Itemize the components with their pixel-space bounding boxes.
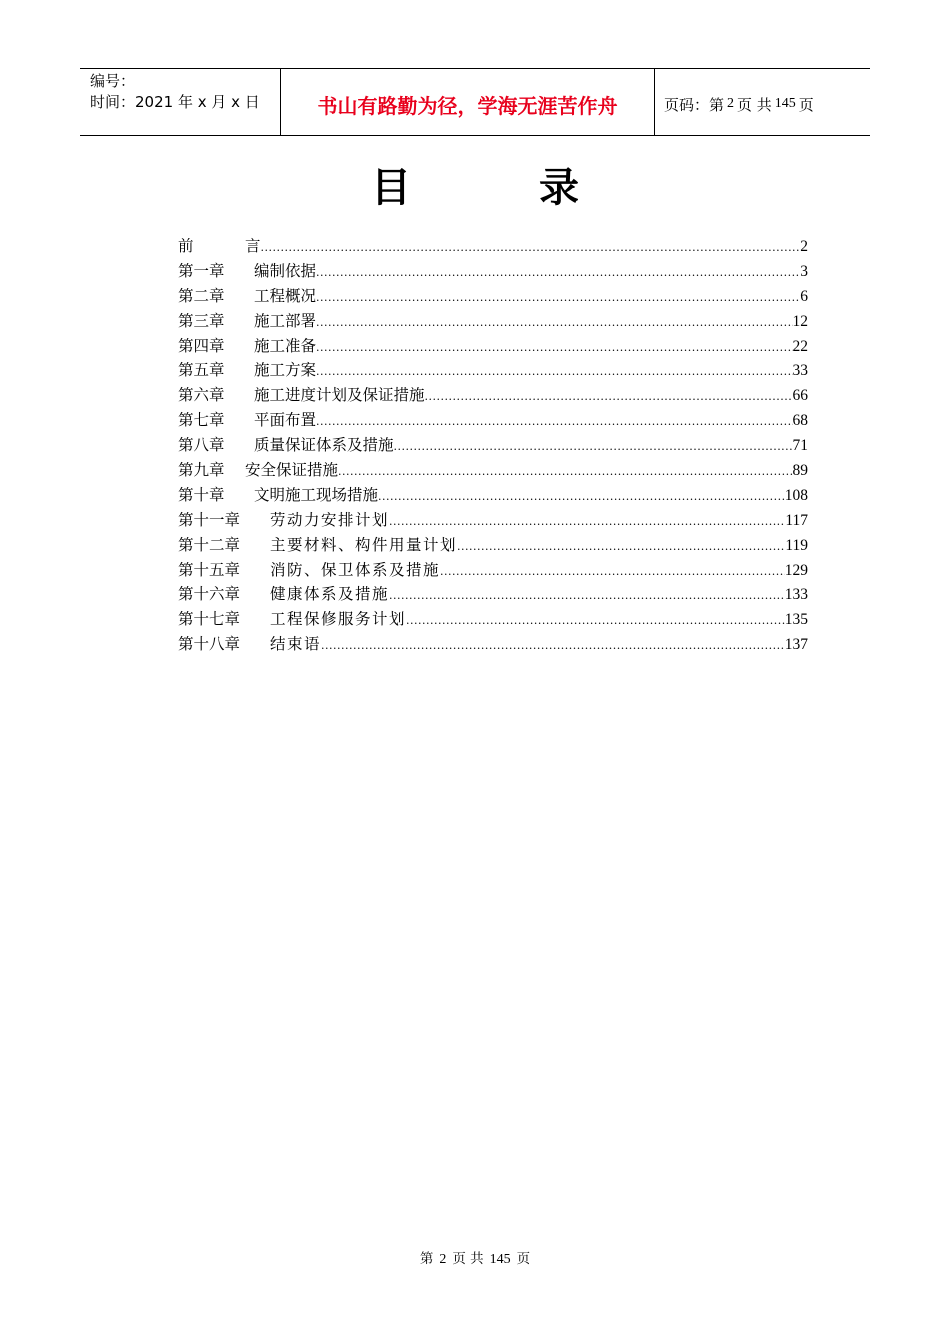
toc-page-number: 108 (784, 486, 808, 504)
header-motto: 书山有路勤为径，学海无涯苦作舟 (281, 69, 655, 135)
toc-title: 质量保证体系及措施 (254, 436, 394, 455)
toc-entry[interactable] (178, 508, 808, 533)
toc-entry[interactable] (178, 607, 808, 632)
toc-chapter: 第十章 (178, 485, 225, 504)
toc-entry[interactable] (178, 582, 808, 607)
toc-chapter: 第七章 (178, 411, 225, 430)
toc-leader-dots (321, 634, 785, 659)
toc-page-number: 133 (784, 586, 808, 604)
header-page-total: 145 (774, 96, 796, 111)
date-label: 时间：2021 年 x 月 x 日 (90, 93, 260, 111)
toc-leader-dots (316, 336, 792, 361)
toc-entry[interactable] (178, 632, 808, 657)
toc-page-number: 12 (792, 312, 808, 330)
toc-chapter: 第十二章 (178, 535, 241, 554)
toc-leader-dots (378, 485, 785, 510)
toc-leader-dots (316, 311, 792, 336)
page-footer (0, 1247, 950, 1268)
toc-chapter: 第十八章 (178, 635, 241, 654)
toc-entry[interactable] (178, 533, 808, 558)
toc-chapter: 第四章 (178, 336, 225, 355)
toc-title: 结束语 (270, 635, 322, 654)
serial-label: 编号： (90, 72, 136, 90)
toc-title: 工程概况 (254, 286, 317, 305)
toc-page-number: 135 (784, 611, 808, 629)
toc-page-number: 71 (792, 437, 808, 455)
toc-leader-dots (316, 261, 800, 286)
toc-leader-dots (389, 584, 785, 609)
toc-page-number: 68 (792, 412, 808, 430)
toc-leader-dots (316, 360, 792, 385)
toc-leader-dots (316, 410, 792, 435)
toc-title-char-1: 目 (371, 165, 411, 211)
toc-chapter: 第十五章 (178, 560, 241, 579)
toc-page-number: 66 (792, 387, 808, 405)
toc-title (0, 160, 950, 216)
toc-entry[interactable] (178, 334, 808, 359)
toc-title: 消防、保卫体系及措施 (270, 560, 441, 579)
toc-chapter: 第三章 (178, 311, 225, 330)
toc-entry[interactable] (178, 383, 808, 408)
toc-chapter: 第十七章 (178, 610, 241, 629)
toc-title: 主要材料、构件用量计划 (270, 535, 458, 554)
toc-title-char-2: 录 (539, 165, 579, 211)
toc-page-number: 117 (785, 511, 808, 529)
toc-entry[interactable] (178, 284, 808, 309)
toc-entry[interactable] (178, 408, 808, 433)
toc-chapter: 第八章 (178, 436, 225, 455)
toc-chapter: 第六章 (178, 386, 225, 405)
toc-page-number: 89 (792, 462, 808, 480)
toc-page-number: 3 (800, 262, 808, 280)
toc-chapter: 第九章 (178, 461, 225, 480)
toc-entry[interactable] (178, 309, 808, 334)
toc-leader-dots (440, 560, 785, 585)
toc-entry[interactable] (178, 483, 808, 508)
toc-page-number: 129 (784, 561, 808, 579)
toc-leader-dots (394, 435, 793, 460)
toc-chapter: 第五章 (178, 361, 225, 380)
toc-title: 施工部署 (254, 311, 317, 330)
toc-entry[interactable] (178, 259, 808, 284)
toc-chapter: 第十一章 (178, 510, 241, 529)
header-page-suffix: 页 (798, 95, 814, 114)
toc-chapter: 前 (178, 237, 194, 255)
toc-title: 工程保修服务计划 (270, 610, 407, 629)
footer-prefix: 第 (419, 1251, 434, 1267)
toc-entry[interactable] (178, 458, 808, 483)
toc-title: 劳动力安排计划 (270, 510, 390, 529)
toc-chapter: 第二章 (178, 286, 225, 305)
toc-leader-dots (338, 460, 792, 485)
footer-current: 2 (439, 1252, 447, 1267)
header-page-current: 2 (727, 96, 735, 111)
footer-total: 145 (489, 1252, 511, 1267)
toc-title: 施工进度计划及保证措施 (254, 386, 425, 405)
toc-chapter: 第一章 (178, 261, 225, 280)
page-header (80, 68, 870, 136)
footer-suffix: 页 (516, 1251, 531, 1267)
toc-entry[interactable] (178, 433, 808, 458)
toc-title: 平面布置 (254, 411, 317, 430)
toc-entry[interactable] (178, 558, 808, 583)
header-meta (80, 69, 281, 135)
header-page-mid: 页 共 (737, 95, 772, 114)
toc-leader-dots (457, 535, 785, 560)
toc-title: 编制依据 (254, 261, 317, 280)
header-page-prefix: 页码：第 (664, 95, 725, 114)
toc-leader-dots (406, 609, 785, 634)
toc-page-number: 33 (792, 362, 808, 380)
toc-page-number: 137 (784, 636, 808, 654)
toc-leader-dots (316, 286, 800, 311)
toc-entry[interactable] (178, 358, 808, 383)
footer-mid: 页 共 (452, 1251, 484, 1267)
header-page-info (655, 69, 870, 135)
toc-page-number: 2 (800, 238, 808, 255)
toc-title: 言 (245, 237, 261, 255)
toc-title: 施工方案 (254, 361, 317, 380)
toc-title: 文明施工现场措施 (254, 485, 379, 504)
toc-title: 健康体系及措施 (270, 585, 390, 604)
toc-chapter: 第十六章 (178, 585, 241, 604)
toc-leader-dots (425, 385, 793, 410)
toc-leader-dots (389, 510, 785, 535)
toc-title: 安全保证措施 (245, 461, 339, 480)
toc-page-number: 119 (785, 536, 808, 554)
toc-leader-dots (261, 236, 801, 261)
toc-page-number: 6 (800, 287, 808, 305)
table-of-contents (178, 234, 808, 657)
toc-title: 施工准备 (254, 336, 317, 355)
toc-page-number: 22 (792, 337, 808, 355)
toc-entry[interactable] (178, 234, 808, 259)
